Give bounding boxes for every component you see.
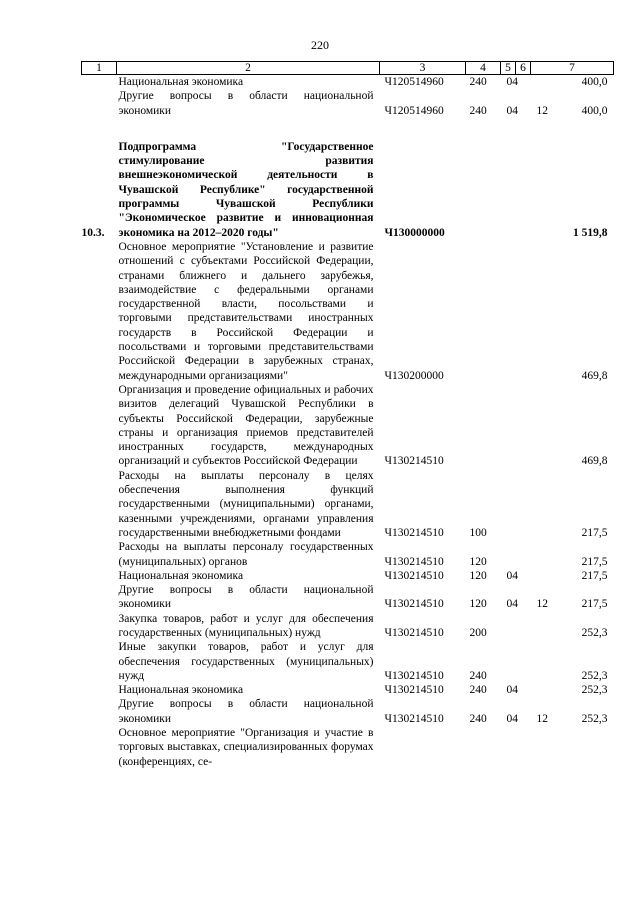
row-subchapter: 12 — [536, 598, 548, 611]
table-header — [82, 62, 614, 75]
row-name: Национальная экономика — [118, 76, 244, 88]
row-number — [82, 683, 117, 697]
row-expense-type: 240 — [469, 76, 487, 88]
row-amount: 252,3 — [581, 626, 608, 639]
table-row — [82, 569, 614, 583]
row-chapter: 04 — [506, 569, 518, 582]
row-amount: 252,3 — [581, 684, 608, 697]
table-row — [82, 683, 614, 697]
table-row — [82, 75, 614, 90]
row-code — [380, 726, 466, 769]
row-name: Другие вопросы в области национальной экономики — [118, 90, 374, 117]
row-section — [501, 140, 531, 240]
row-amount: 217,5 — [581, 569, 608, 582]
header-col-3: 3 — [380, 62, 466, 75]
table-row — [82, 612, 614, 641]
table-row — [82, 469, 614, 540]
row-code: Ч120514960 — [384, 76, 444, 88]
row-name: Основное мероприятие "Установление и развитие отношений с субъектами Российской Федерации, странами ближнего и дальнего зарубежья, взаимодействие с федеральными органами государственной власти, посольствами и торговыми представительствами иностранных государств в Российской Федерации и посольствами и торговыми представительствами Российской Федерации в зарубежных странах, международными организациями" — [118, 240, 374, 382]
row-chapter: 04 — [506, 598, 518, 611]
table-row — [82, 140, 614, 240]
row-expense-type: 240 — [469, 104, 487, 117]
row-number — [82, 240, 117, 383]
row-section — [501, 640, 531, 683]
row-section — [501, 469, 531, 540]
row-chapter: 04 — [506, 76, 518, 88]
row-number — [82, 383, 117, 469]
row-name: Расходы на выплаты персоналу в целях обеспечения выполнения функций государственными (муниципальными) органами, казенными учреждениями, органами управления государственными внебюджетными фондами — [118, 469, 374, 539]
row-code: Ч130200000 — [384, 369, 444, 382]
row-expense-type — [466, 140, 501, 240]
header-col-6: 6 — [516, 62, 531, 75]
row-code: Ч130214510 — [384, 712, 444, 725]
row-code: Ч130214510 — [384, 669, 444, 682]
row-number — [82, 89, 117, 118]
row-code: Ч130000000 — [384, 226, 445, 239]
row-amount: 1 519,8 — [573, 226, 608, 239]
row-expense-type: 240 — [469, 669, 487, 682]
row-section — [501, 569, 531, 583]
row-amount: 469,8 — [581, 455, 608, 468]
row-section — [501, 697, 548, 726]
row-name: Национальная экономика — [118, 684, 244, 697]
row-code: Ч130214510 — [384, 555, 444, 568]
row-name: Национальная экономика — [118, 569, 244, 582]
table-row — [82, 726, 614, 769]
header-col-2: 2 — [117, 62, 380, 75]
row-number: 10.3. — [81, 226, 105, 239]
row-amount: 252,3 — [581, 669, 608, 682]
row-code: Ч130214510 — [384, 598, 444, 611]
row-section — [501, 726, 531, 769]
row-name: Другие вопросы в области национальной экономики — [118, 584, 374, 611]
row-expense-type: 120 — [469, 598, 487, 611]
row-number — [82, 640, 117, 683]
row-section — [501, 612, 531, 641]
header-col-5: 5 — [501, 62, 516, 75]
row-name: Другие вопросы в области национальной экономики — [118, 698, 374, 725]
row-name: Иные закупки товаров, работ и услуг для обеспечения государственных (муниципальных) нужд — [118, 641, 374, 682]
row-number — [82, 540, 117, 569]
row-expense-type: 100 — [469, 526, 487, 539]
row-number — [82, 726, 117, 769]
header-col-1: 1 — [82, 62, 117, 75]
table-row — [82, 383, 614, 469]
row-code: Ч130214510 — [384, 684, 444, 697]
row-name: Организация и проведение официальных и рабочих визитов делегаций Чувашской Республики в субъекты Российской Федерации, зарубежные страны и организация приемов представителей иностранных государств, международных организаций и субъектов Российской Федерации — [118, 383, 374, 468]
row-number — [82, 697, 117, 726]
row-code: Ч130214510 — [384, 626, 444, 639]
row-amount: 469,8 — [581, 369, 608, 382]
row-expense-type — [466, 240, 501, 383]
row-expense-type — [466, 726, 501, 769]
row-code: Ч130214510 — [384, 569, 444, 582]
row-number — [82, 612, 117, 641]
row-expense-type — [466, 383, 501, 469]
table-row — [82, 697, 614, 726]
row-amount: 217,5 — [581, 598, 608, 611]
table-row — [82, 583, 614, 612]
row-amount: 252,3 — [581, 712, 608, 725]
row-amount: 400,0 — [581, 104, 608, 117]
row-amount — [531, 726, 614, 769]
header-col-7: 7 — [531, 62, 614, 75]
row-amount: 217,5 — [581, 555, 608, 568]
table-row — [82, 89, 614, 118]
row-number — [82, 469, 117, 540]
header-col-4: 4 — [466, 62, 501, 75]
row-expense-type: 200 — [469, 626, 487, 639]
page-number: 220 — [311, 38, 329, 52]
row-section — [501, 683, 531, 697]
table-row — [82, 240, 614, 383]
row-section — [501, 383, 531, 469]
row-section — [501, 240, 531, 383]
table-row — [82, 540, 614, 569]
row-subchapter: 12 — [536, 712, 548, 725]
row-expense-type: 120 — [469, 555, 487, 568]
row-number — [82, 569, 117, 583]
row-section — [501, 583, 548, 612]
budget-table — [81, 61, 614, 769]
row-amount: 217,5 — [581, 526, 608, 539]
row-section — [501, 75, 531, 90]
row-section — [501, 89, 548, 118]
row-code: Ч130214510 — [384, 455, 444, 468]
row-code: Ч130214510 — [384, 526, 444, 539]
row-section — [501, 540, 531, 569]
row-number — [82, 75, 117, 90]
row-expense-type: 120 — [469, 569, 487, 582]
table-body — [82, 75, 614, 769]
row-chapter: 04 — [506, 684, 518, 697]
row-subchapter: 12 — [536, 104, 548, 117]
row-name: Закупка товаров, работ и услуг для обеспечения государственных (муниципальных) нужд — [118, 612, 374, 639]
row-name: Подпрограмма "Государственное стимулирование развития внешнеэкономической деятельности в Чувашской Республике" государственной программы Чувашской Республики "Экономическое развитие и инновационная экономика на 2012–2020 годы" — [118, 140, 374, 239]
table-row — [82, 640, 614, 683]
row-number — [82, 583, 117, 612]
row-name: Расходы на выплаты персоналу государственных (муниципальных) органов — [118, 541, 374, 568]
row-amount: 400,0 — [581, 76, 608, 88]
row-chapter: 04 — [506, 712, 518, 725]
row-name: Основное мероприятие "Организация и участие в торговых выставках, специализированных форумах (конференциях, се- — [118, 727, 374, 768]
row-expense-type: 240 — [469, 684, 487, 697]
row-expense-type: 240 — [469, 712, 487, 725]
row-chapter: 04 — [506, 104, 518, 117]
row-spacer — [82, 118, 614, 140]
row-code: Ч120514960 — [384, 104, 444, 117]
